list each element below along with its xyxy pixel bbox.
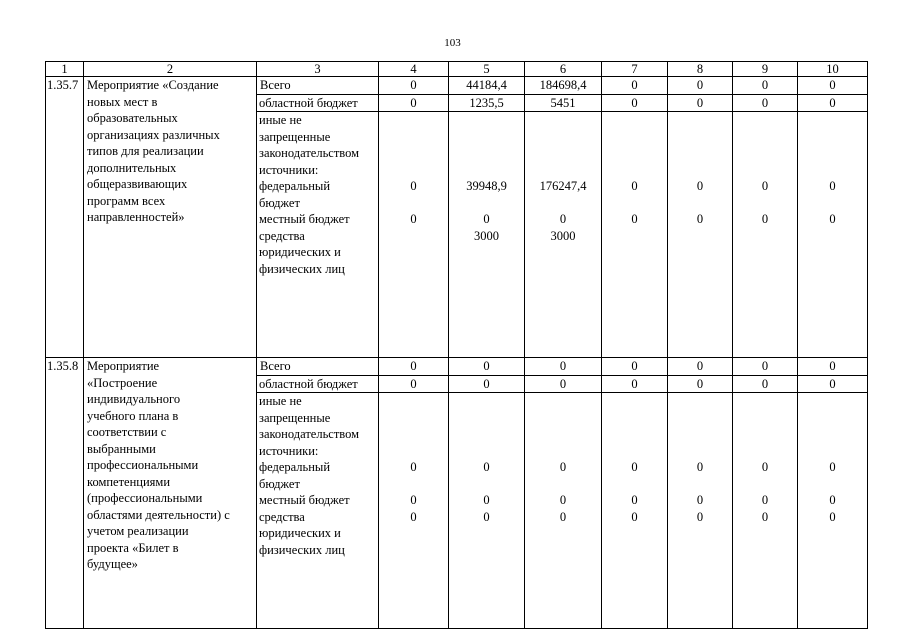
- federal-value: 0: [410, 460, 417, 474]
- value-cell: 0: [668, 375, 733, 393]
- value-cell: 0: [798, 375, 868, 393]
- value-cell: 184698,4: [525, 77, 602, 95]
- federal-value: 0: [696, 460, 704, 474]
- local-value: 0: [696, 493, 704, 507]
- value-cell: 0: [668, 94, 733, 112]
- value-cell: 1235,5: [449, 94, 525, 112]
- other-source-line: законодательством: [259, 146, 360, 160]
- item-name-line: «Построение: [87, 375, 158, 390]
- legal-value: 3000: [550, 228, 576, 243]
- value-cell: 0: [733, 77, 798, 95]
- item-name-line: Мероприятие: [87, 359, 160, 373]
- local-value: 0: [410, 212, 417, 226]
- item-name-line: типов для реализации: [87, 144, 204, 158]
- source-label-total: Всего: [257, 77, 379, 95]
- value-cell: 0: [525, 375, 602, 393]
- other-source-line: законодательством: [259, 427, 360, 441]
- value-cell-stack: [449, 393, 525, 629]
- value-cell: 0: [668, 358, 733, 376]
- other-source-line: источники:: [259, 443, 319, 458]
- item-code: 1.35.7: [46, 77, 84, 358]
- value-cell: 0: [733, 94, 798, 112]
- federal-value: 0: [696, 179, 704, 193]
- value-cell-stack: [525, 393, 602, 629]
- item-name-line: проекта «Билет в: [87, 540, 179, 555]
- value-cell: 0: [668, 77, 733, 95]
- value-cell: 0: [379, 94, 449, 112]
- value-cell-stack: [733, 393, 798, 629]
- value-cell: 0: [798, 358, 868, 376]
- source-label-other: [257, 112, 379, 358]
- item-name-line: выбранными: [87, 441, 156, 456]
- federal-budget-line: бюджет: [259, 195, 300, 210]
- other-source-line: иные не: [259, 394, 302, 408]
- federal-value: 0: [829, 460, 836, 474]
- local-value: 0: [483, 493, 490, 507]
- item-name-line: будущее»: [87, 557, 138, 571]
- item-name-line: учетом реализации: [87, 524, 189, 538]
- local-value: 0: [559, 212, 567, 226]
- value-cell: 0: [602, 358, 668, 376]
- item-name-line: (профессиональными: [87, 491, 203, 505]
- page-number: 103: [444, 37, 461, 49]
- federal-value: 0: [559, 460, 567, 474]
- item-name: [84, 358, 257, 629]
- value-cell: 0: [449, 375, 525, 393]
- federal-value: 0: [483, 460, 490, 474]
- header-cell: 1: [46, 62, 84, 77]
- header-cell: 4: [379, 62, 449, 77]
- local-value: 0: [631, 493, 638, 507]
- source-label-total: Всего: [257, 358, 379, 376]
- value-cell-stack: [379, 112, 449, 358]
- legal-value: 0: [761, 509, 769, 524]
- source-label-regional: областной бюджет: [257, 94, 379, 112]
- local-value: 0: [559, 493, 567, 507]
- local-value: 0: [631, 212, 638, 226]
- source-label-other: [257, 393, 379, 629]
- item-name-line: учебного плана в: [87, 408, 179, 423]
- legal-value: 3000: [474, 228, 499, 243]
- local-budget-label: местный бюджет: [259, 493, 350, 507]
- legal-entities-line: юридических и: [259, 526, 341, 540]
- value-cell-stack: [798, 393, 868, 629]
- table-row-total: [46, 358, 868, 376]
- federal-value: 39948,9: [466, 179, 507, 193]
- legal-entities-line: физических лиц: [259, 542, 345, 557]
- value-cell-stack: [733, 112, 798, 358]
- legal-entities-line: физических лиц: [259, 261, 345, 276]
- federal-value: 0: [761, 179, 769, 193]
- item-name-line: соответствии с: [87, 425, 167, 439]
- local-value: 0: [410, 493, 417, 507]
- header-cell: 3: [257, 62, 379, 77]
- federal-value: 176247,4: [539, 179, 587, 193]
- header-cell: 7: [602, 62, 668, 77]
- legal-value: 0: [410, 509, 417, 524]
- value-cell: 0: [449, 358, 525, 376]
- value-cell: 0: [733, 375, 798, 393]
- value-cell-stack: [449, 112, 525, 358]
- other-source-line: иные не: [259, 113, 302, 127]
- local-value: 0: [829, 493, 836, 507]
- value-cell-stack: [668, 112, 733, 358]
- legal-entities-line: средства: [259, 509, 305, 524]
- federal-budget-line: федеральный: [259, 460, 331, 474]
- federal-budget-line: бюджет: [259, 476, 300, 491]
- local-value: 0: [761, 212, 769, 226]
- federal-value: 0: [410, 179, 417, 193]
- value-cell: 0: [525, 358, 602, 376]
- item-name-line: образовательных: [87, 111, 178, 125]
- item-code: 1.35.8: [46, 358, 84, 629]
- value-cell: 0: [379, 77, 449, 95]
- table-row-total: [46, 77, 868, 95]
- federal-value: 0: [631, 460, 638, 474]
- legal-entities-line: средства: [259, 228, 305, 243]
- item-name-line: индивидуального: [87, 392, 181, 406]
- item-name-line: областями деятельности) с: [87, 507, 230, 522]
- value-cell: 0: [733, 358, 798, 376]
- value-cell-stack: [525, 112, 602, 358]
- header-cell: 6: [525, 62, 602, 77]
- header-cell: 9: [733, 62, 798, 77]
- other-source-line: источники:: [259, 162, 319, 177]
- value-cell: 0: [379, 375, 449, 393]
- legal-value: 0: [829, 509, 836, 524]
- value-cell: 0: [602, 375, 668, 393]
- item-name-line: профессиональными: [87, 458, 199, 472]
- legal-value: 0: [559, 509, 567, 524]
- other-source-line: запрещенные: [259, 129, 331, 144]
- local-value: 0: [761, 493, 769, 507]
- value-cell-stack: [379, 393, 449, 629]
- value-cell: 44184,4: [449, 77, 525, 95]
- legal-value: 0: [483, 509, 490, 524]
- item-name-line: организациях различных: [87, 127, 220, 142]
- legal-value: 0: [696, 509, 704, 524]
- funding-table: [45, 61, 868, 629]
- item-name-line: дополнительных: [87, 160, 177, 175]
- local-value: 0: [829, 212, 836, 226]
- value-cell-stack: [668, 393, 733, 629]
- header-row: [46, 62, 868, 77]
- local-budget-label: местный бюджет: [259, 212, 350, 226]
- local-value: 0: [483, 212, 490, 226]
- item-name-line: компетенциями: [87, 474, 171, 489]
- header-cell: 8: [668, 62, 733, 77]
- item-name-line: общеразвивающих: [87, 177, 188, 191]
- item-name-line: направленностей»: [87, 210, 185, 224]
- item-name-line: Мероприятие «Создание: [87, 78, 219, 92]
- value-cell-stack: [602, 393, 668, 629]
- header-cell: 5: [449, 62, 525, 77]
- other-source-line: запрещенные: [259, 410, 331, 425]
- value-cell: 5451: [525, 94, 602, 112]
- value-cell: 0: [798, 94, 868, 112]
- header-cell: 2: [84, 62, 257, 77]
- federal-value: 0: [631, 179, 638, 193]
- value-cell-stack: [798, 112, 868, 358]
- legal-value: 0: [631, 509, 638, 524]
- value-cell: 0: [798, 77, 868, 95]
- legal-entities-line: юридических и: [259, 245, 341, 259]
- value-cell: 0: [602, 77, 668, 95]
- value-cell: 0: [602, 94, 668, 112]
- value-cell-stack: [602, 112, 668, 358]
- value-cell: 0: [379, 358, 449, 376]
- header-cell: 10: [798, 62, 868, 77]
- source-label-regional: областной бюджет: [257, 375, 379, 393]
- federal-value: 0: [829, 179, 836, 193]
- local-value: 0: [696, 212, 704, 226]
- federal-value: 0: [761, 460, 769, 474]
- item-name-line: новых мест в: [87, 94, 158, 109]
- federal-budget-line: федеральный: [259, 179, 331, 193]
- item-name: [84, 77, 257, 358]
- item-name-line: программ всех: [87, 193, 166, 208]
